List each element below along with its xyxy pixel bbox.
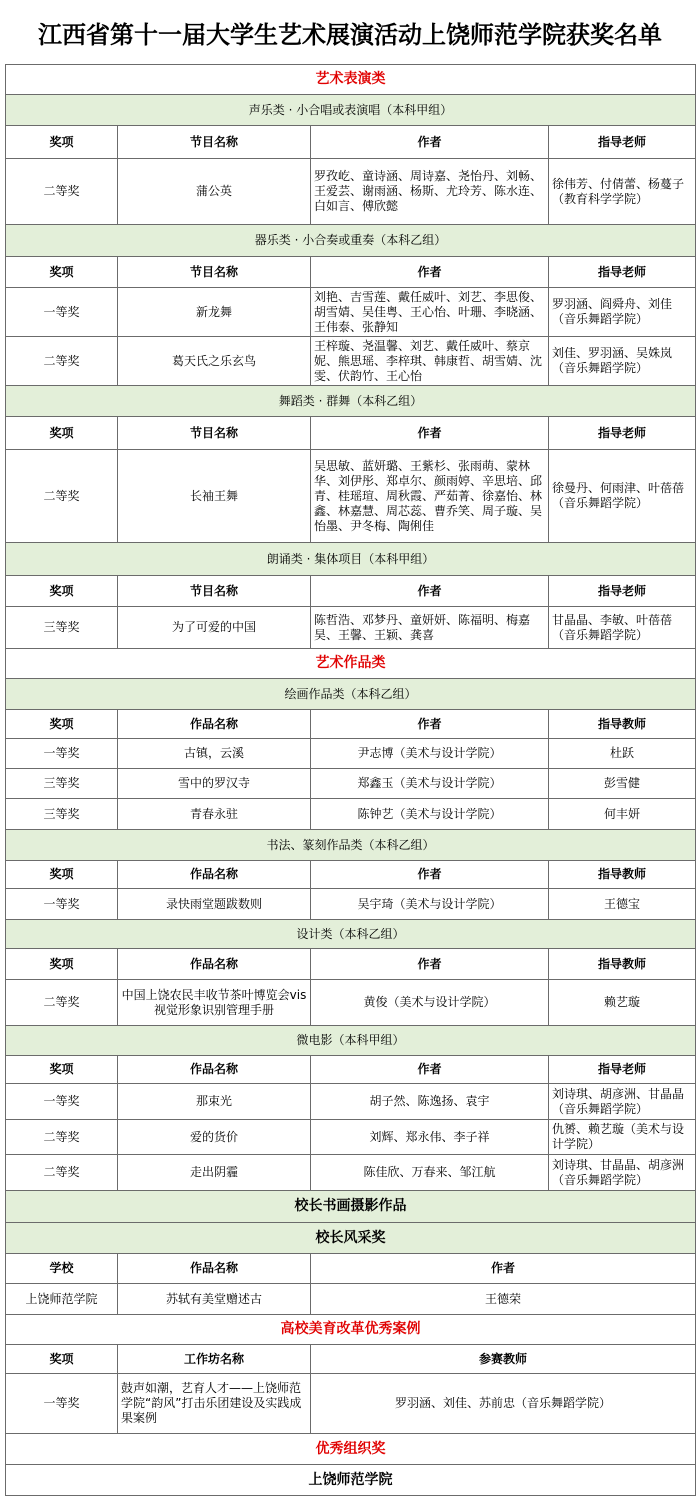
cell-school: 上饶师范学院: [6, 1284, 118, 1315]
header-row: [6, 1345, 696, 1374]
header-author: 作者: [311, 1254, 696, 1284]
header-work: 作品名称: [118, 861, 311, 889]
header-award: 奖项: [6, 710, 118, 739]
header-work: 作品名称: [118, 710, 311, 739]
cell-name: 长袖王舞: [118, 450, 311, 543]
header-award: 奖项: [6, 126, 118, 159]
cell-author: 尹志博（美术与设计学院）: [311, 739, 549, 769]
header-award: 奖项: [6, 1056, 118, 1084]
section-title: 艺术作品类: [6, 649, 696, 679]
header-row: [6, 126, 696, 159]
category-design: [6, 920, 696, 949]
cell-teacher: 何丰妍: [549, 799, 696, 830]
header-teacher: 指导教师: [549, 710, 696, 739]
header-award: 奖项: [6, 1345, 118, 1374]
cell-award: 三等奖: [6, 769, 118, 799]
category-instrumental: [6, 225, 696, 257]
header-author: 作者: [311, 710, 549, 739]
header-school: 学校: [6, 1254, 118, 1284]
header-row: [6, 1254, 696, 1284]
header-program: 节目名称: [118, 257, 311, 288]
cell-award: 二等奖: [6, 159, 118, 225]
cell-award: 三等奖: [6, 607, 118, 649]
cell-award: 二等奖: [6, 337, 118, 386]
header-author: 作者: [311, 1056, 549, 1084]
header-author: 作者: [311, 417, 549, 450]
cell-award: 二等奖: [6, 450, 118, 543]
cell-teacher: 王德宝: [549, 889, 696, 920]
section-title: 高校美育改革优秀案例: [6, 1315, 696, 1345]
table-row: [6, 799, 696, 830]
cell-award: 二等奖: [6, 980, 118, 1026]
category-title: 朗诵类 · 集体项目（本科甲组）: [6, 543, 696, 576]
award-table: [5, 64, 696, 1496]
header-award: 奖项: [6, 417, 118, 450]
cell-author: 刘辉、郑永伟、李子祥: [311, 1120, 549, 1155]
cell-author: 罗孜屹、童诗涵、周诗嘉、尧怡丹、刘畅、王爱芸、谢雨涵、杨斯、尤玲芳、陈水连、白如言、傅欣懿: [311, 159, 549, 225]
category-film: [6, 1026, 696, 1056]
header-row: [6, 576, 696, 607]
table-row: [6, 980, 696, 1026]
cell-name: 葛天氏之乐玄鸟: [118, 337, 311, 386]
cell-teacher: 刘佳、罗羽涵、吴姝岚（音乐舞蹈学院）: [549, 337, 696, 386]
category-title: 绘画作品类（本科乙组）: [6, 679, 696, 710]
header-award: 奖项: [6, 861, 118, 889]
header-row: [6, 710, 696, 739]
section-performance: [6, 65, 696, 95]
category-calligraphy: [6, 830, 696, 861]
cell-participants: 罗羽涵、刘佳、苏前忠（音乐舞蹈学院）: [311, 1374, 696, 1434]
cell-teacher: 赖艺璇: [549, 980, 696, 1026]
cell-name: 蒲公英: [118, 159, 311, 225]
table-row: [6, 159, 696, 225]
header-teacher: 指导老师: [549, 1056, 696, 1084]
cell-author: 陈佳欣、万春来、邹江航: [311, 1155, 549, 1191]
cell-author: 王德荣: [311, 1284, 696, 1315]
cell-author: 王梓璇、尧温馨、刘艺、戴任威叶、蔡京妮、熊思瑶、李梓琪、韩康哲、胡雪婧、沈雯、伏韵竹、王心怡: [311, 337, 549, 386]
cell-author: 刘艳、吉雪莲、戴任威叶、刘艺、李思俊、胡雪婧、吴佳粤、王心怡、叶珊、李晓涵、王伟泰、张静知: [311, 288, 549, 337]
header-teacher: 指导老师: [549, 126, 696, 159]
table-row: [6, 1120, 696, 1155]
cell-author: 吴宇琦（美术与设计学院）: [311, 889, 549, 920]
cell-author: 陈哲浩、邓梦丹、童妍妍、陈福明、梅嘉昊、王馨、王颖、龚喜: [311, 607, 549, 649]
cell-award: 一等奖: [6, 739, 118, 769]
cell-name: 雪中的罗汉寺: [118, 769, 311, 799]
header-row: [6, 861, 696, 889]
header-author: 作者: [311, 949, 549, 980]
section-title: 优秀组织奖: [6, 1434, 696, 1465]
table-row: [6, 607, 696, 649]
cell-teacher: 罗羽涵、阎舜舟、刘佳（音乐舞蹈学院）: [549, 288, 696, 337]
category-title: 微电影（本科甲组）: [6, 1026, 696, 1056]
cell-teacher: 仇赟、赖艺璇（美术与设计学院）: [549, 1120, 696, 1155]
cell-author: 郑鑫玉（美术与设计学院）: [311, 769, 549, 799]
cell-name: 青春永驻: [118, 799, 311, 830]
category-painting: [6, 679, 696, 710]
cell-award: 三等奖: [6, 799, 118, 830]
section-title: 艺术表演类: [6, 65, 696, 95]
header-row: [6, 949, 696, 980]
cell-name: 古镇，云溪: [118, 739, 311, 769]
table-row: [6, 337, 696, 386]
cell-name: 为了可爱的中国: [118, 607, 311, 649]
cell-author: 胡子然、陈逸扬、袁宇: [311, 1084, 549, 1120]
cell-name: 那束光: [118, 1084, 311, 1120]
header-work: 作品名称: [118, 1254, 311, 1284]
table-row: [6, 1374, 696, 1434]
header-award: 奖项: [6, 576, 118, 607]
cell-name: 新龙舞: [118, 288, 311, 337]
table-row: [6, 1084, 696, 1120]
header-author: 作者: [311, 861, 549, 889]
category-title: 设计类（本科乙组）: [6, 920, 696, 949]
header-row: [6, 1056, 696, 1084]
category-recitation: [6, 543, 696, 576]
cell-name: 鼓声如潮，艺育人才——上饶师范学院“韵风”打击乐团建设及实践成果案例: [118, 1374, 311, 1434]
category-title: 舞蹈类 · 群舞（本科乙组）: [6, 386, 696, 417]
category-title: 书法、篆刻作品类（本科乙组）: [6, 830, 696, 861]
header-award: 奖项: [6, 949, 118, 980]
header-author: 作者: [311, 576, 549, 607]
category-title: 器乐类 · 小合奏或重奏（本科乙组）: [6, 225, 696, 257]
cell-name: 中国上饶农民丰收节茶叶博览会vis视觉形象识别管理手册: [118, 980, 311, 1026]
org-award-school: 上饶师范学院: [6, 1465, 696, 1496]
cell-teacher: 刘诗琪、胡彦洲、甘晶晶（音乐舞蹈学院）: [549, 1084, 696, 1120]
header-participants: 参赛教师: [311, 1345, 696, 1374]
cell-name: 录快雨堂题跋数则: [118, 889, 311, 920]
table-row: [6, 739, 696, 769]
header-program: 节目名称: [118, 126, 311, 159]
category-dance: [6, 386, 696, 417]
table-row: [6, 288, 696, 337]
cell-author: 黄俊（美术与设计学院）: [311, 980, 549, 1026]
header-row: [6, 417, 696, 450]
cell-award: 二等奖: [6, 1120, 118, 1155]
header-author: 作者: [311, 257, 549, 288]
header-teacher: 指导老师: [549, 417, 696, 450]
header-award: 奖项: [6, 257, 118, 288]
cell-author: 吴思敏、蓝妍璐、王紫杉、张雨萌、蒙林华、刘伊彤、郑卓尔、颜雨婷、辛思培、邱青、桂瑶瑄、周秋霞、严茹菁、徐嘉怡、林鑫、林嘉慧、周芯蕊、曹乔笑、周子璇、吴怡墨、尹冬梅、陶俐佳: [311, 450, 549, 543]
section-works: [6, 649, 696, 679]
header-work: 作品名称: [118, 949, 311, 980]
cell-name: 爱的货价: [118, 1120, 311, 1155]
cell-name: 苏轼有美堂赠述古: [118, 1284, 311, 1315]
section-reform-cases: [6, 1315, 696, 1345]
table-row: [6, 769, 696, 799]
header-teacher: 指导老师: [549, 576, 696, 607]
category-title: 声乐类 · 小合唱或表演唱（本科甲组）: [6, 95, 696, 126]
category-vocal: [6, 95, 696, 126]
header-program: 节目名称: [118, 417, 311, 450]
header-workshop: 工作坊名称: [118, 1345, 311, 1374]
header-program: 节目名称: [118, 576, 311, 607]
org-award-school-row: [6, 1465, 696, 1496]
cell-teacher: 刘诗琪、甘晶晶、胡彦洲（音乐舞蹈学院）: [549, 1155, 696, 1191]
cell-author: 陈钟艺（美术与设计学院）: [311, 799, 549, 830]
section-title: 校长书画摄影作品: [6, 1191, 696, 1223]
page-title: 江西省第十一届大学生艺术展演活动上饶师范学院获奖名单: [38, 20, 662, 49]
cell-teacher: 甘晶晶、李敏、叶蓓蓓（音乐舞蹈学院）: [549, 607, 696, 649]
cell-award: 一等奖: [6, 1084, 118, 1120]
cell-award: 一等奖: [6, 889, 118, 920]
cell-award: 二等奖: [6, 1155, 118, 1191]
table-row: [6, 1284, 696, 1315]
cell-teacher: 杜跃: [549, 739, 696, 769]
cell-teacher: 徐伟芳、付倩蕾、杨蔓子（教育科学学院）: [549, 159, 696, 225]
section-principal-photo: [6, 1191, 696, 1223]
section-title: 校长风采奖: [6, 1223, 696, 1254]
table-row: [6, 889, 696, 920]
header-row: [6, 257, 696, 288]
cell-award: 一等奖: [6, 1374, 118, 1434]
section-principal-style: [6, 1223, 696, 1254]
cell-teacher: 徐曼丹、何雨津、叶蓓蓓（音乐舞蹈学院）: [549, 450, 696, 543]
table-row: [6, 450, 696, 543]
header-teacher: 指导老师: [549, 257, 696, 288]
cell-name: 走出阴霾: [118, 1155, 311, 1191]
header-teacher: 指导教师: [549, 861, 696, 889]
header-work: 作品名称: [118, 1056, 311, 1084]
header-author: 作者: [311, 126, 549, 159]
table-row: [6, 1155, 696, 1191]
cell-teacher: 彭雪健: [549, 769, 696, 799]
section-org-award: [6, 1434, 696, 1465]
header-teacher: 指导教师: [549, 949, 696, 980]
cell-award: 一等奖: [6, 288, 118, 337]
